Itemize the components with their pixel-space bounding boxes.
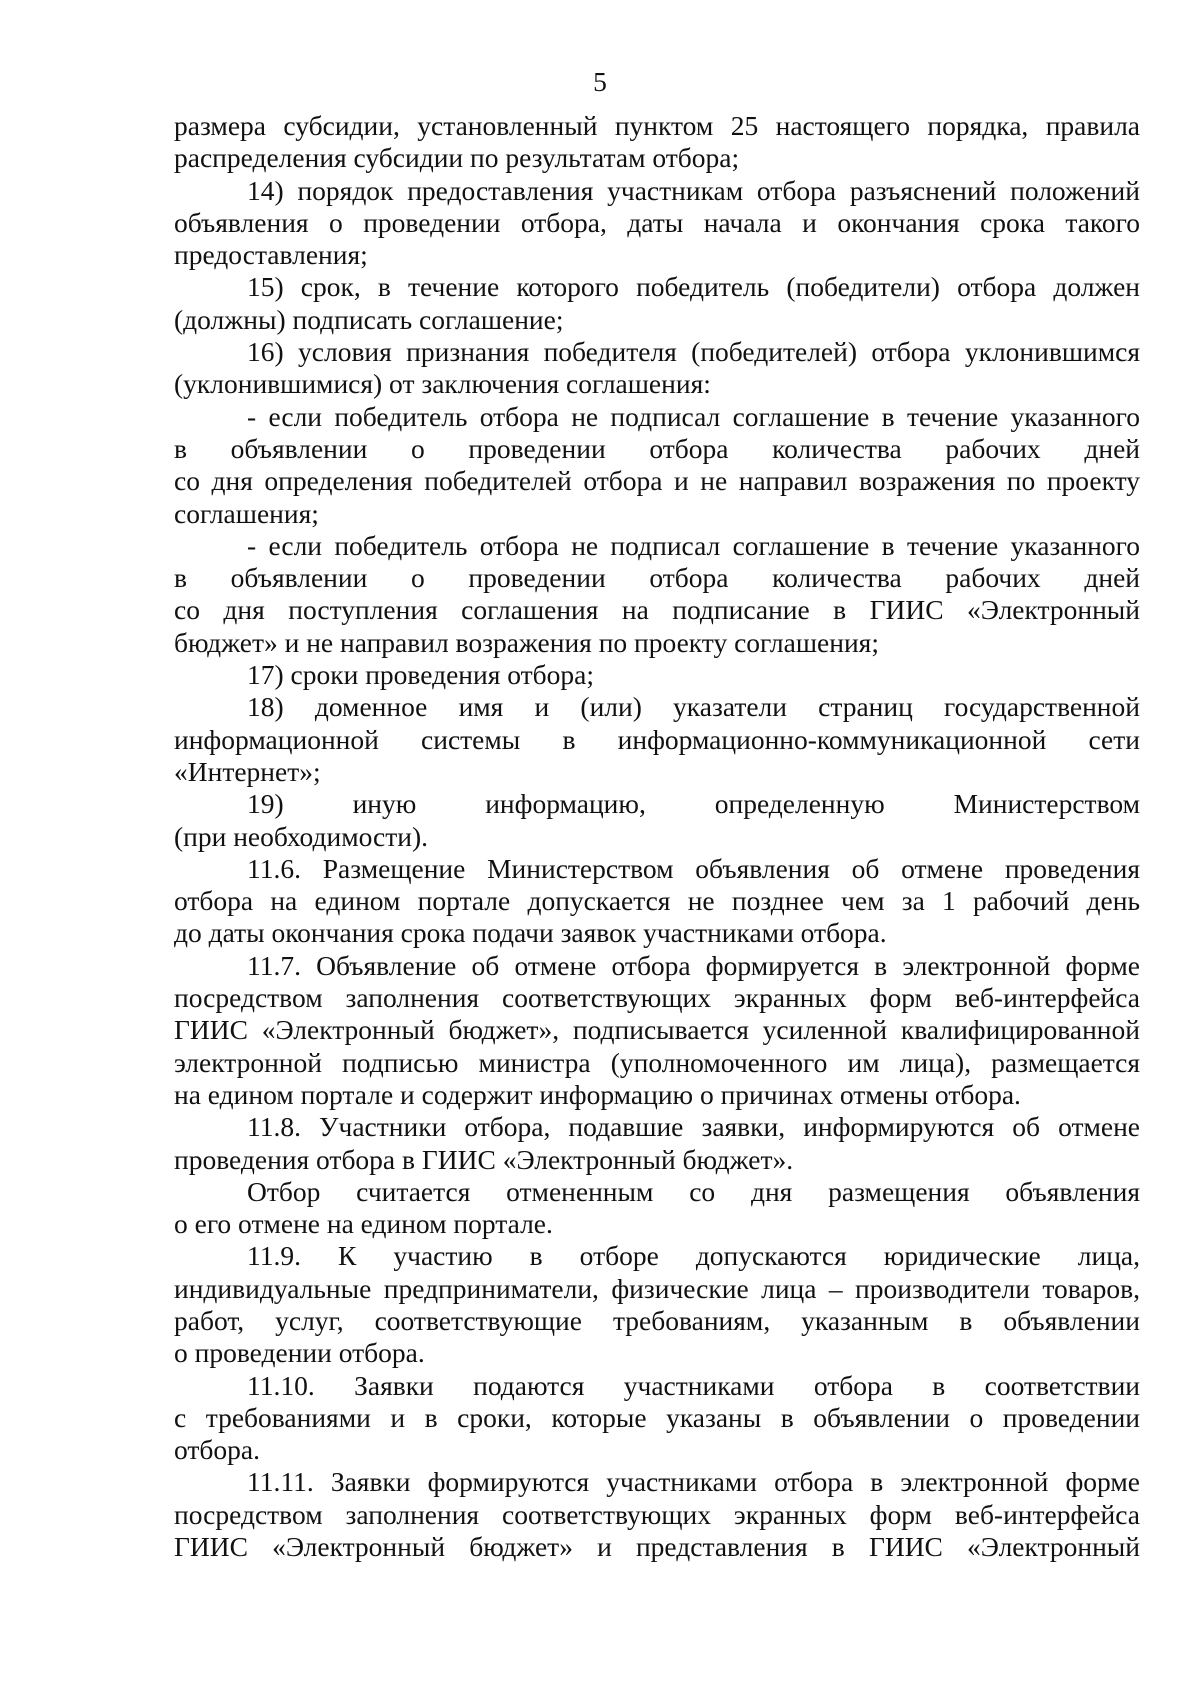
text-line: 11.9. К участию в отборе допускаются юридические лица,	[247, 1240, 1140, 1272]
text-line: 11.8. Участники отбора, подавшие заявки, информируются об отмене	[247, 1111, 1140, 1143]
document-body	[174, 110, 1140, 1563]
text-line: Отбор считается отмененным со дня размещения объявления	[247, 1175, 1140, 1207]
text-line: предоставления;	[174, 239, 368, 271]
text-line: индивидуальные предприниматели, физические лица – производители товаров,	[174, 1272, 1140, 1304]
text-line: 18) доменное имя и (или) указатели страниц государственной	[247, 691, 1140, 723]
text-line: работ, услуг, соответствующие требованиям, указанным в объявлении	[174, 1304, 1140, 1336]
text-line: о его отмене на едином портале.	[174, 1208, 553, 1240]
text-line: информационной системы в информационно-коммуникационной сети	[174, 723, 1140, 755]
text-line: объявления о проведении отбора, даты начала и окончания срока такого	[174, 206, 1140, 238]
text-line: проведения отбора в ГИИС «Электронный бюджет».	[174, 1143, 794, 1175]
text-line: размера субсидии, установленный пунктом 25 настоящего порядка, правила	[174, 110, 1140, 141]
text-line: бюджет» и не направил возражения по проекту соглашения;	[174, 626, 879, 658]
text-line: ГИИС «Электронный бюджет», подписывается усиленной квалифицированной	[174, 1014, 1140, 1046]
text-line: посредством заполнения соответствующих экранных форм веб-интерфейса	[174, 1498, 1140, 1530]
text-line: в объявлении о проведении отбора количества рабочих дней	[174, 432, 1140, 464]
text-line: 11.6. Размещение Министерством объявления об отмене проведения	[247, 852, 1140, 884]
text-line: (уклонившимися) от заключения соглашения:	[174, 368, 711, 400]
text-line: 14) порядок предоставления участникам отбора разъяснений положений	[247, 174, 1140, 206]
text-line: ГИИС «Электронный бюджет» и представления в ГИИС «Электронный	[174, 1531, 1140, 1563]
text-line: с требованиями и в сроки, которые указаны в объявлении о проведении	[174, 1401, 1140, 1433]
text-line: 11.7. Объявление об отмене отбора формируется в электронной форме	[247, 949, 1140, 981]
text-line: 19) иную информацию, определенную Министерством	[247, 788, 1140, 820]
text-line: о проведении отбора.	[174, 1337, 425, 1369]
text-line: со дня определения победителей отбора и не направил возражения по проекту	[174, 465, 1140, 497]
text-line: посредством заполнения соответствующих экранных форм веб-интерфейса	[174, 982, 1140, 1014]
text-line: до даты окончания срока подачи заявок участниками отбора.	[174, 917, 887, 949]
text-line: (должны) подписать соглашение;	[174, 303, 564, 335]
text-line: в объявлении о проведении отбора количества рабочих дней	[174, 562, 1140, 594]
text-line: 17) сроки проведения отбора;	[247, 659, 594, 691]
text-line: отбора на едином портале допускается не позднее чем за 1 рабочий день	[174, 885, 1140, 917]
text-line: 11.11. Заявки формируются участниками отбора в электронной форме	[247, 1466, 1140, 1498]
text-line: со дня поступления соглашения на подписание в ГИИС «Электронный	[174, 594, 1140, 626]
text-line: на едином портале и содержит информацию о причинах отмены отбора.	[174, 1078, 1021, 1110]
text-line: (при необходимости).	[174, 820, 429, 852]
text-line: 16) условия признания победителя (победителей) отбора уклонившимся	[247, 336, 1140, 368]
text-line: отбора.	[174, 1434, 260, 1466]
page-number: 5	[593, 66, 607, 97]
text-line: «Интернет»;	[174, 755, 321, 787]
text-line: - если победитель отбора не подписал соглашение в течение указанного	[247, 529, 1140, 561]
text-line: электронной подписью министра (уполномоченного им лица), размещается	[174, 1046, 1140, 1078]
text-line: распределения субсидии по результатам отбора;	[174, 142, 740, 174]
text-line: - если победитель отбора не подписал соглашение в течение указанного	[247, 400, 1140, 432]
text-line: 11.10. Заявки подаются участниками отбора в соответствии	[247, 1369, 1140, 1401]
text-line: соглашения;	[174, 497, 319, 529]
text-line: 15) срок, в течение которого победитель (победители) отбора должен	[247, 271, 1140, 303]
